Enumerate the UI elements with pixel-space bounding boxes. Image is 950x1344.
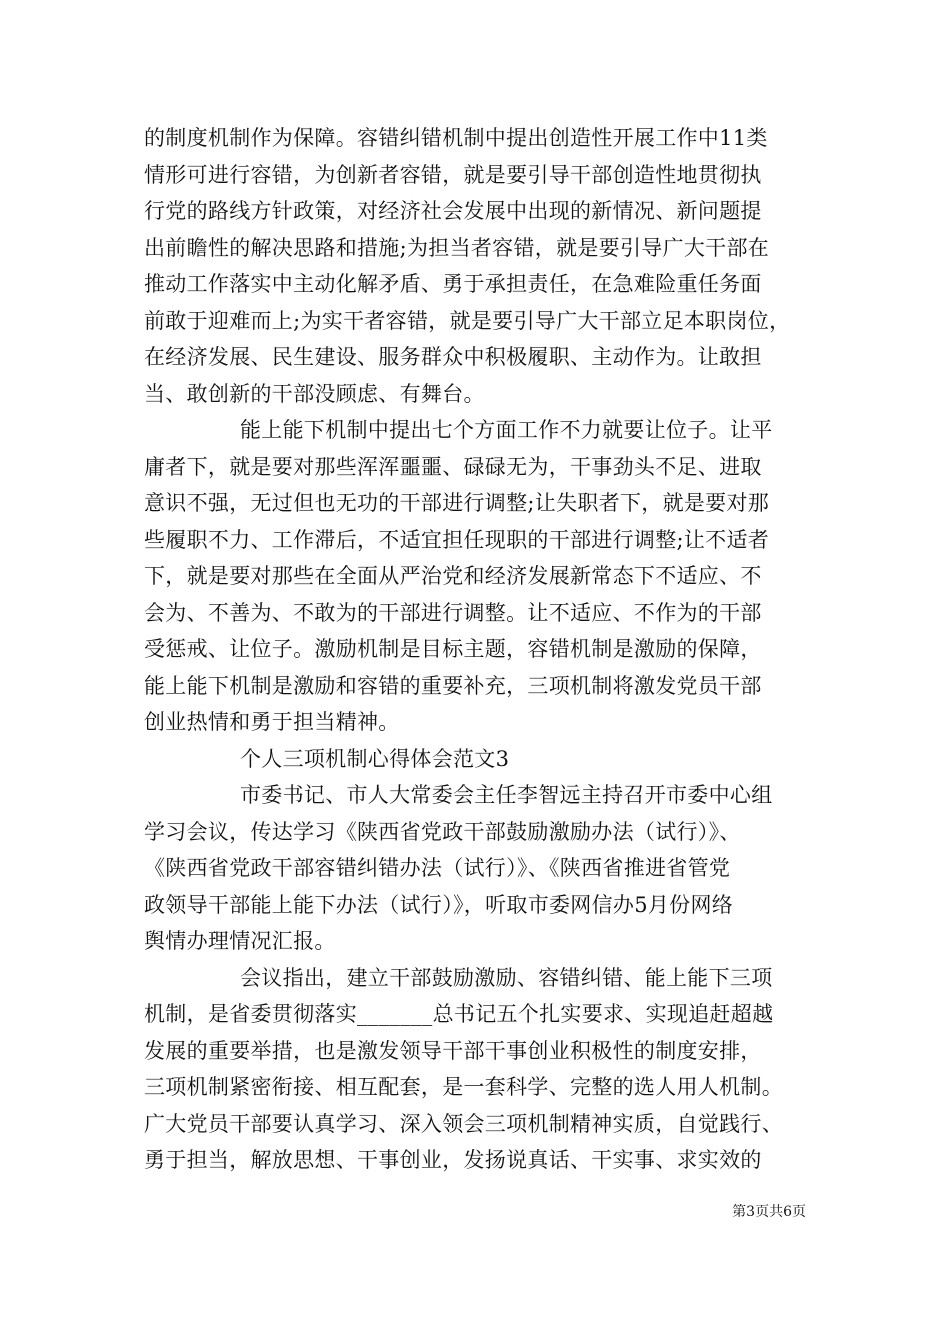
text-line: 推动工作落实中主动化解矛盾、勇于承担责任，在急难险重任务面 <box>144 272 762 296</box>
text-line: 政领导干部能上能下办法（试行）》，听取市委网信办5月份网络 <box>144 892 734 917</box>
text-line: 舆情办理情况汇报。 <box>144 929 336 953</box>
page-number: 第3页共6页 <box>732 1204 806 1220</box>
text-line: 学习会议，传达学习《陕西省党政干部鼓励激励办法（试行）》、 <box>144 819 741 844</box>
text-line: 些履职不力、工作滞后，不适宜担任现职的干部进行调整;让不适者 <box>144 527 770 552</box>
text-line: 发展的重要举措，也是激发领导干部干事创业积极性的制度安排， <box>144 1038 762 1063</box>
text-line: 会为、不善为、不敢为的干部进行调整。让不适应、不作为的干部 <box>144 600 762 625</box>
text-line: 勇于担当，解放思想、干事创业，发扬说真话、干实事、求实效的 <box>144 1148 762 1172</box>
text-line: 个人三项机制心得体会范文3 <box>240 746 510 771</box>
text-line: 出前瞻性的解决思路和措施;为担当者容错，就是要引导广大干部在 <box>144 235 770 260</box>
document-body <box>144 120 816 1179</box>
text-line: 能上能下机制中提出七个方面工作不力就要让位子。让平 <box>240 418 773 442</box>
text-line: 市委书记、市人大常委会主任李智远主持召开市委中心组 <box>240 783 773 807</box>
text-line: 《陕西省党政干部容错纠错办法（试行）》、《陕西省推进省管党 <box>144 856 731 880</box>
text-line: 受惩戒、让位子。激励机制是目标主题，容错机制是激励的保障， <box>144 637 762 661</box>
text-line: 在经济发展、民生建设、服务群众中积极履职、主动作为。让敢担 <box>144 345 762 369</box>
text-line: 广大党员干部要认真学习、深入领会三项机制精神实质，自觉践行、 <box>144 1111 783 1136</box>
text-line: 下，就是要对那些在全面从严治党和经济发展新常态下不适应、不 <box>144 564 762 588</box>
text-line: 会议指出，建立干部鼓励激励、容错纠错、能上能下三项 <box>240 965 773 990</box>
text-line: 的制度机制作为保障。容错纠错机制中提出创造性开展工作中11类 <box>144 126 768 150</box>
text-line: 机制，是省委贯彻落实_______总书记五个扎实要求、实现追赶超越 <box>144 1002 774 1026</box>
text-line: 前敢于迎难而上;为实干者容错，就是要引导广大干部立足本职岗位， <box>144 308 791 333</box>
text-line: 能上能下机制是激励和容错的重要补充，三项机制将激发党员干部 <box>144 673 762 698</box>
text-line: 意识不强，无过但也无功的干部进行调整;让失职者下，就是要对那 <box>144 491 770 515</box>
text-line: 行党的路线方针政策，对经济社会发展中出现的新情况、新问题提 <box>144 199 762 223</box>
text-line: 创业热情和勇于担当精神。 <box>144 710 400 734</box>
text-line: 三项机制紧密衔接、相互配套，是一套科学、完整的选人用人机制。 <box>144 1075 783 1099</box>
text-line: 当、敢创新的干部没顾虑、有舞台。 <box>144 381 485 406</box>
text-line: 庸者下，就是要对那些浑浑噩噩、碌碌无为，干事劲头不足、进取 <box>144 454 762 479</box>
text-line: 情形可进行容错，为创新者容错，就是要引导干部创造性地贯彻执 <box>144 162 762 187</box>
